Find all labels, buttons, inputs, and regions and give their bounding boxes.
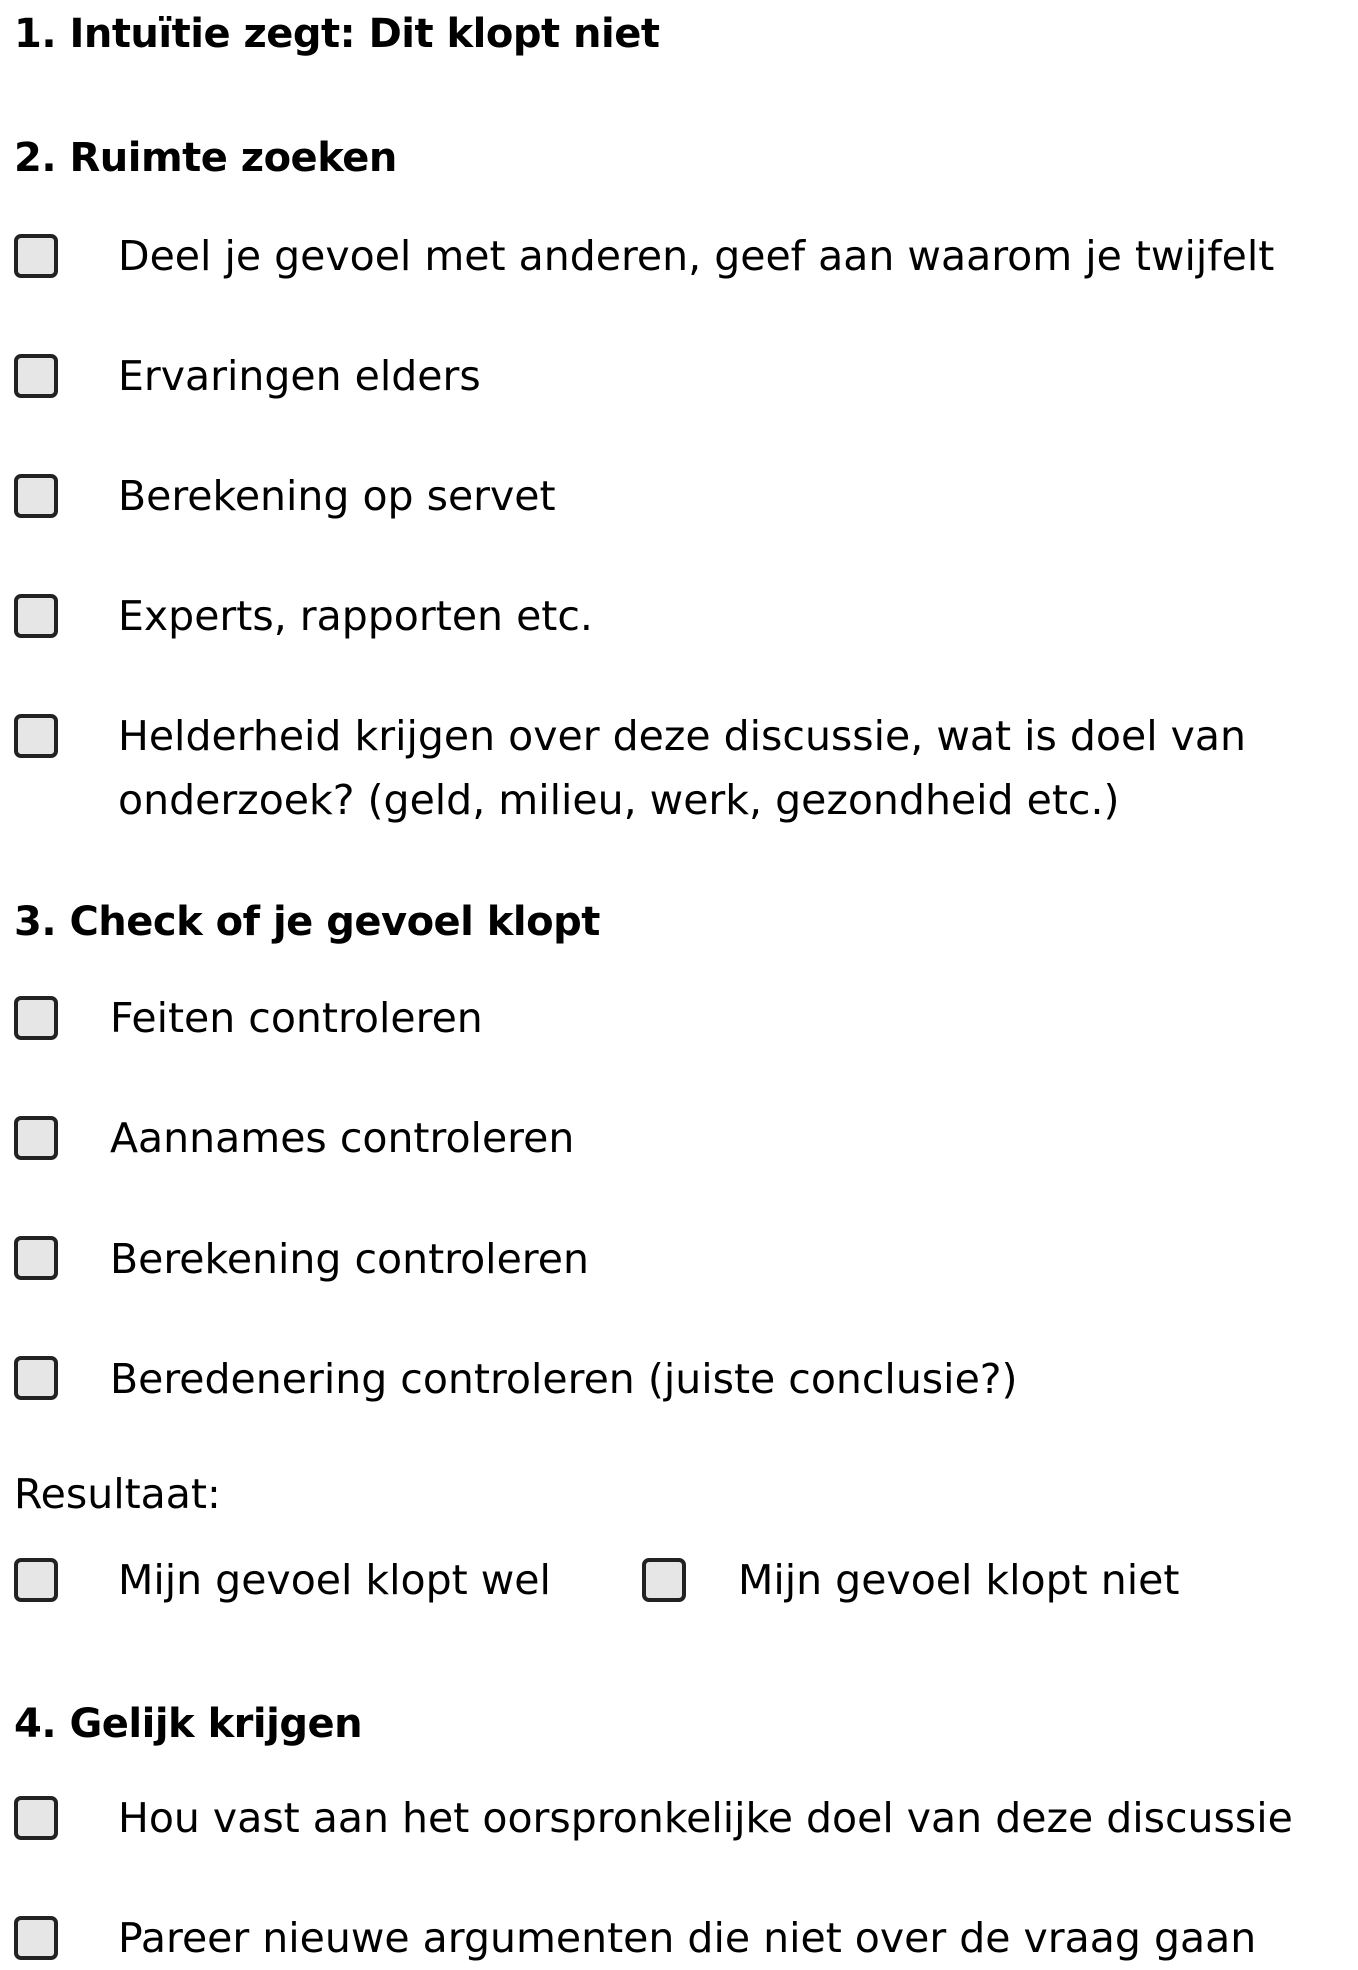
item-label-deel-gevoel: Deel je gevoel met anderen, geef aan waarom je twijfelt (118, 232, 1275, 280)
section-2-heading: 2. Ruimte zoeken (14, 135, 397, 181)
item-label-beredenering-controleren: Beredenering controleren (juiste conclusie?) (110, 1355, 1018, 1403)
item-label-aannames-controleren: Aannames controleren (110, 1114, 575, 1162)
item-label-pareer-argumenten: Pareer nieuwe argumenten die niet over de vraag gaan (118, 1914, 1257, 1962)
checkbox-hou-vast-doel[interactable] (14, 1796, 58, 1840)
section-1-heading: 1. Intuïtie zegt: Dit klopt niet (14, 11, 660, 57)
checkbox-berekening-servet[interactable] (14, 474, 58, 518)
result-option-label-klopt-niet: Mijn gevoel klopt niet (738, 1556, 1180, 1604)
checkbox-gevoel-klopt-niet[interactable] (642, 1558, 686, 1602)
section-4-heading: 4. Gelijk krijgen (14, 1701, 363, 1747)
checkbox-pareer-argumenten[interactable] (14, 1916, 58, 1960)
item-label-helderheid-line2: onderzoek? (geld, milieu, werk, gezondheid etc.) (118, 776, 1120, 824)
checkbox-feiten-controleren[interactable] (14, 996, 58, 1040)
checkbox-helderheid-discussie[interactable] (14, 714, 58, 758)
section-3-heading: 3. Check of je gevoel klopt (14, 899, 600, 945)
checkbox-ervaringen-elders[interactable] (14, 354, 58, 398)
checkbox-aannames-controleren[interactable] (14, 1116, 58, 1160)
checkbox-beredenering-controleren[interactable] (14, 1356, 58, 1400)
checkbox-berekening-controleren[interactable] (14, 1236, 58, 1280)
item-label-berekening-controleren: Berekening controleren (110, 1235, 589, 1283)
item-label-feiten-controleren: Feiten controleren (110, 994, 483, 1042)
item-label-helderheid-line1: Helderheid krijgen over deze discussie, wat is doel van (118, 712, 1247, 760)
item-label-berekening-servet: Berekening op servet (118, 472, 556, 520)
checkbox-gevoel-klopt-wel[interactable] (14, 1558, 58, 1602)
item-label-experts-rapporten: Experts, rapporten etc. (118, 592, 593, 640)
checkbox-experts-rapporten[interactable] (14, 594, 58, 638)
result-label: Resultaat: (14, 1470, 221, 1518)
item-label-ervaringen-elders: Ervaringen elders (118, 352, 481, 400)
result-option-label-klopt-wel: Mijn gevoel klopt wel (118, 1556, 551, 1604)
item-label-hou-vast-doel: Hou vast aan het oorspronkelijke doel van deze discussie (118, 1794, 1293, 1842)
checkbox-deel-gevoel[interactable] (14, 234, 58, 278)
